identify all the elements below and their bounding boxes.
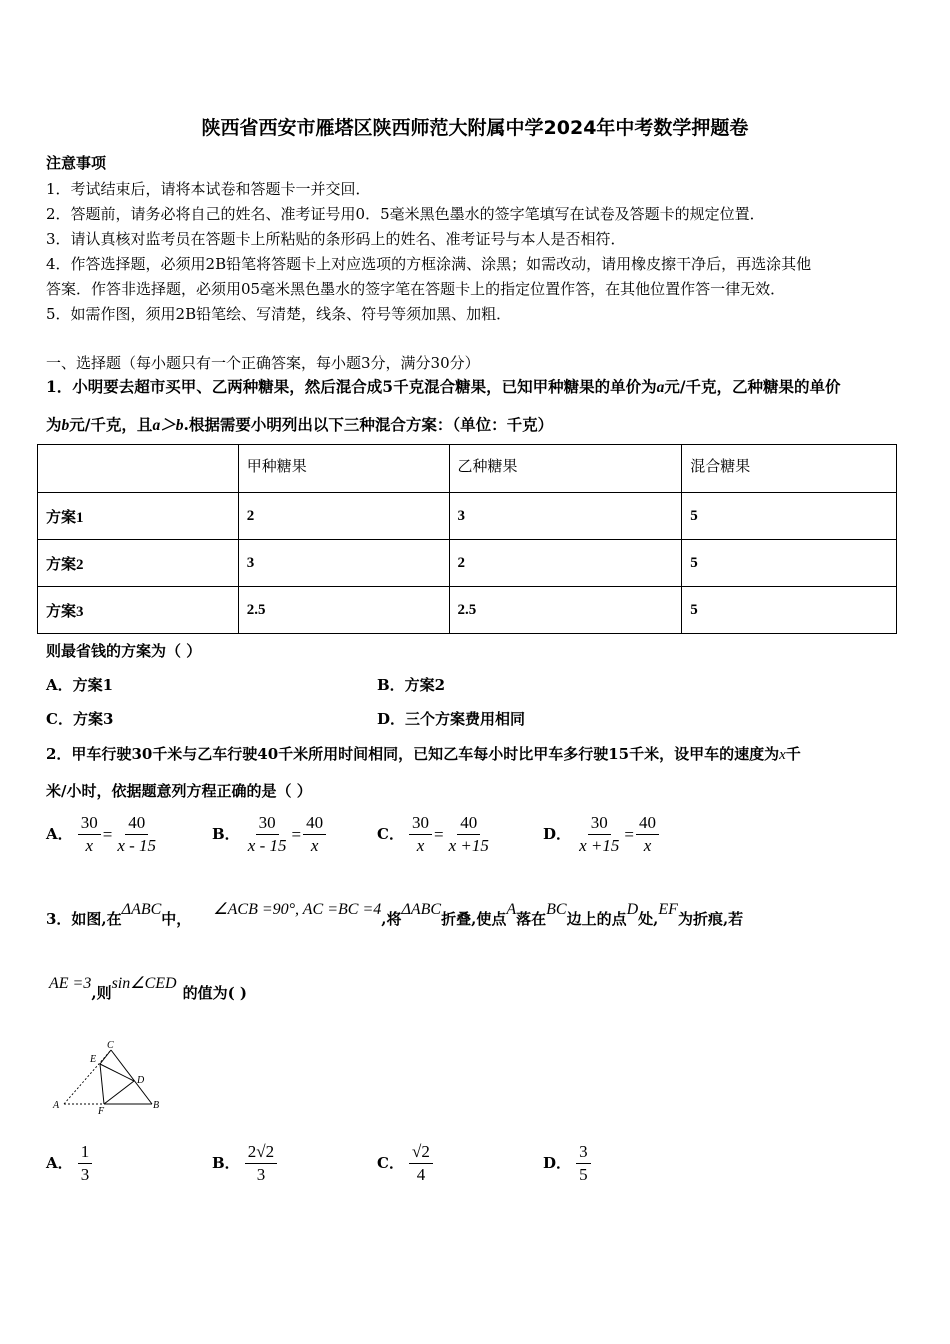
numerator: 3 <box>576 1141 591 1164</box>
option-label: D． <box>543 825 572 843</box>
table-cell: 2 <box>238 493 449 540</box>
equals-sign: = <box>624 824 634 844</box>
segment-fd <box>104 1081 134 1104</box>
denominator: 4 <box>416 1165 426 1184</box>
numerator: 30 <box>409 812 432 835</box>
q1-option-d[interactable]: D．三个方案费用相同 <box>377 710 526 728</box>
q3-math: sin∠CED <box>111 975 177 992</box>
label-f: F <box>98 1106 105 1117</box>
q1-question: 则最省钱的方案为（ ） <box>46 642 202 660</box>
numerator: 30 <box>256 812 279 835</box>
label-e: E <box>90 1054 97 1065</box>
fraction <box>576 1141 591 1186</box>
denominator: x <box>416 836 425 855</box>
q3-text: 为折痕,若 <box>677 910 744 928</box>
fraction <box>409 812 432 857</box>
denominator: x - 15 <box>247 836 287 855</box>
q2-stem-line1 <box>46 743 801 764</box>
notice-item-5: 5．如需作图，须用2B铅笔绘、写清楚，线条、符号等须加黑、加粗． <box>46 305 512 323</box>
numerator: 40 <box>125 812 148 835</box>
q1-text-d: 元/千克，且 <box>69 415 153 434</box>
table-cell: 方案3 <box>38 587 239 634</box>
table-cell: 方案2 <box>38 540 239 587</box>
q3-triangle-figure <box>44 1038 174 1118</box>
denominator: 5 <box>579 1165 588 1184</box>
numerator: 2√2 <box>245 1141 277 1164</box>
q3-math: ∠ACB =90°, AC =BC =4 <box>213 901 382 918</box>
numerator: √2 <box>409 1141 433 1164</box>
notice-heading: 注意事项 <box>46 154 107 172</box>
label-a: A <box>53 1100 60 1111</box>
section-heading: 一、选择题（每小题只有一个正确答案，每小题3分，满分30分） <box>46 354 480 372</box>
fraction <box>245 812 290 857</box>
q1-var-a: a <box>656 379 665 396</box>
q3-text: 落在 <box>516 910 547 928</box>
q2-var-x: x <box>779 747 786 763</box>
q3-stem-line2 <box>49 972 248 1002</box>
q3-stem-line1 <box>46 898 744 928</box>
segment-ed <box>100 1064 134 1081</box>
numerator: 40 <box>303 812 326 835</box>
fraction <box>245 1141 277 1186</box>
q3-text: ,则 <box>91 984 112 1002</box>
denominator: 3 <box>80 1165 90 1184</box>
q1-stem-line1 <box>46 375 841 397</box>
option-label: A． <box>46 1154 73 1172</box>
q1-condition: a＞b <box>152 417 184 434</box>
table-header-cell <box>38 445 239 493</box>
q1-option-a[interactable]: A．方案1 <box>46 676 114 694</box>
table-cell: 2 <box>449 540 682 587</box>
q2-option-b[interactable] <box>212 812 326 857</box>
option-label: D． <box>543 1154 572 1172</box>
q2-text-b: 千 <box>785 745 801 763</box>
notice-item-4: 4．作答选择题，必须用2B铅笔将答题卡上对应选项的方框涂满、涂黑；如需改动，请用橡皮擦干净后，再选涂其他 <box>46 255 812 273</box>
denominator: x <box>85 836 93 855</box>
denominator: x - 15 <box>117 836 157 855</box>
q3-math: D <box>626 901 639 918</box>
option-label: C． <box>377 1154 404 1172</box>
option-label: B． <box>212 825 240 843</box>
crease-ef <box>100 1064 104 1104</box>
label-d: D <box>137 1075 145 1086</box>
fraction <box>78 812 101 857</box>
q1-text-c: 为 <box>46 415 62 434</box>
q3-math: A <box>506 901 517 918</box>
table-header-cell: 乙种糖果 <box>449 445 682 493</box>
q2-option-d[interactable] <box>543 812 659 857</box>
table-cell: 3 <box>449 493 682 540</box>
equals-sign: = <box>291 824 302 844</box>
q1-option-b[interactable]: B．方案2 <box>377 676 446 694</box>
q2-text-a: 2．甲车行驶30千米与乙车行驶40千米所用时间相同，已知乙车每小时比甲车多行驶15千米，设甲车的速度为 <box>46 745 780 763</box>
q3-text: 边上的点 <box>566 910 627 928</box>
q2-option-a[interactable] <box>46 812 159 857</box>
q2-option-c[interactable] <box>377 812 492 857</box>
fraction <box>114 812 159 857</box>
denominator: x +15 <box>579 836 620 855</box>
q3-text: 处, <box>638 910 659 928</box>
table-header-cell: 甲种糖果 <box>238 445 449 493</box>
q3-text: 中， <box>161 910 192 928</box>
page-title: 陕西省西安市雁塔区陕西师范大附属中学2024年中考数学押题卷 <box>201 117 749 139</box>
notice-item-4-cont: 答案．作答非选择题，必须用05毫米黑色墨水的签字笔在答题卡上的指定位置作答，在其他位置作答一律无效． <box>46 280 786 298</box>
q2-stem-line2: 米/小时，依据题意列方程正确的是（ ） <box>46 782 312 800</box>
q1-option-c[interactable]: C．方案3 <box>46 710 114 728</box>
table-header-cell: 混合糖果 <box>682 445 897 493</box>
label-b: B <box>153 1100 160 1111</box>
label-c: C <box>107 1040 114 1051</box>
fraction <box>78 1141 93 1186</box>
q1-table <box>37 444 897 634</box>
table-row <box>38 540 897 587</box>
denominator: x <box>643 836 652 855</box>
q3-text: ,将 <box>381 910 402 928</box>
numerator: 40 <box>636 812 659 835</box>
q1-text-b: 元/千克，乙种糖果的单价 <box>664 377 841 396</box>
fraction <box>303 812 326 857</box>
notice-item-3: 3．请认真核对监考员在答题卡上所粘贴的条形码上的姓名、准考证号与本人是否相符． <box>46 230 626 248</box>
q3-option-a[interactable] <box>46 1141 92 1186</box>
q3-option-d[interactable] <box>543 1141 591 1186</box>
table-cell: 方案1 <box>38 493 239 540</box>
table-cell: 2.5 <box>238 587 449 634</box>
q3-text: 的值为( ) <box>182 984 248 1002</box>
fraction <box>636 812 659 857</box>
q3-math: ΔABC <box>401 901 442 918</box>
fraction <box>576 812 622 857</box>
q3-text: 3．如图,在 <box>46 910 122 928</box>
denominator: 3 <box>256 1165 266 1184</box>
q3-option-c[interactable] <box>377 1141 433 1186</box>
denominator: x +15 <box>448 836 489 855</box>
numerator: 40 <box>457 812 480 835</box>
q1-stem-line2 <box>46 413 553 435</box>
table-row <box>38 587 897 634</box>
option-label: B． <box>212 1154 240 1172</box>
q1-text-e: .根据需要小明列出以下三种混合方案：（单位：千克） <box>183 415 554 434</box>
notice-item-1: 1．考试结束后，请将本试卷和答题卡一并交回． <box>46 180 371 198</box>
table-header-row <box>38 445 897 493</box>
table-row <box>38 493 897 540</box>
table-cell: 5 <box>682 540 897 587</box>
fold-dashed-ae <box>64 1050 111 1104</box>
option-label: A． <box>46 825 73 843</box>
q1-text-a: 1．小明要去超市买甲、乙两种糖果，然后混合成5千克混合糖果，已知甲种糖果的单价为 <box>46 377 657 396</box>
q3-math: ΔABC <box>121 901 162 918</box>
equals-sign: = <box>102 824 113 844</box>
side-ce <box>100 1050 111 1064</box>
option-label: C． <box>377 825 404 843</box>
numerator: 1 <box>78 1141 93 1164</box>
fraction <box>409 1141 433 1186</box>
fraction <box>446 812 492 857</box>
q3-text: 折叠,使点 <box>441 910 507 928</box>
q3-option-b[interactable] <box>212 1141 277 1186</box>
q1-var-b: b <box>61 417 70 434</box>
equals-sign: = <box>434 824 444 844</box>
side-cb <box>111 1050 152 1104</box>
q3-math: BC <box>546 901 567 918</box>
table-cell: 3 <box>238 540 449 587</box>
numerator: 30 <box>588 812 611 835</box>
denominator: x <box>310 836 319 855</box>
q3-math: AE =3 <box>49 975 92 992</box>
numerator: 30 <box>78 812 101 835</box>
table-cell: 2.5 <box>449 587 682 634</box>
q3-math: EF <box>658 901 678 918</box>
table-cell: 5 <box>682 587 897 634</box>
table-cell: 5 <box>682 493 897 540</box>
notice-item-2: 2．答题前，请务必将自己的姓名、准考证号用0．5毫米黑色墨水的签字笔填写在试卷及答题卡的规定位置． <box>46 205 765 223</box>
